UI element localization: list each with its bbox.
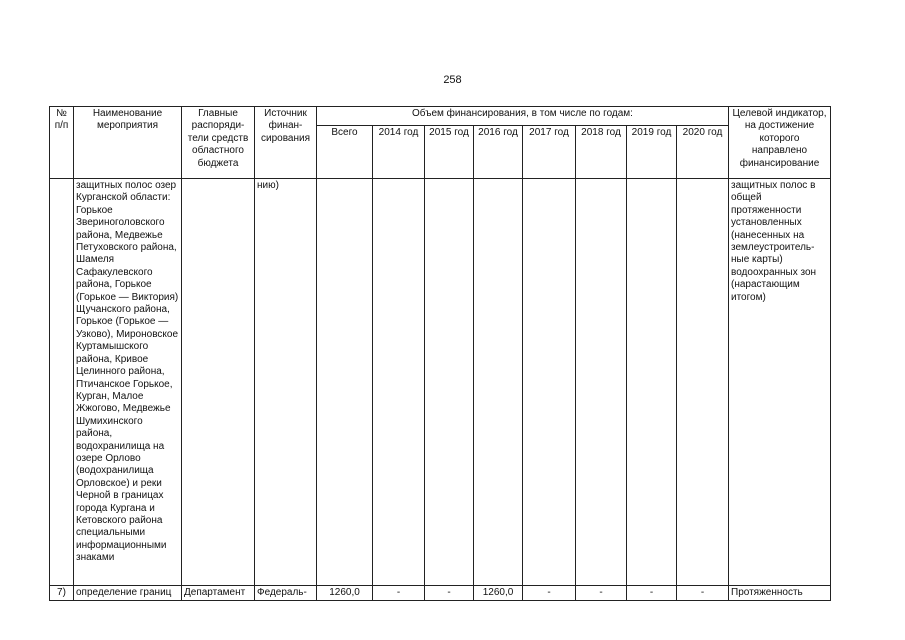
cell-year: - <box>523 586 576 601</box>
cell-year: - <box>627 586 677 601</box>
cell-year <box>425 179 474 586</box>
table-row <box>50 179 831 586</box>
cell-num <box>50 179 74 586</box>
header-year: 2020 год <box>677 126 729 179</box>
cell-year: - <box>373 586 425 601</box>
header-num: № п/п <box>50 107 74 179</box>
header-year: 2018 год <box>576 126 627 179</box>
header-source: Источник финан-сирования <box>255 107 317 179</box>
cell-year: 1260,0 <box>474 586 523 601</box>
cell-year <box>474 179 523 586</box>
header-name: Наименование мероприятия <box>74 107 182 179</box>
table-row <box>50 586 831 601</box>
cell-name: защитных полос озер Курганской области: Горькое Звериноголовского района, Медвежье Петуховского района, Шамеля Сафакулевского района, Горькое (Горькое — Виктория) Щучанского района, Горькое (Горькое — Узково), Мироновское Куртамышского района, Кривое Целинного района, Птичанское Горькое, Курган, Малое Жжогово, Медвежье Шумихинского района, водохранилища на озере Орлово (водохранилища Орловское) и реки Черной в границах города Кургана и Кетовского района специальными информационными знаками <box>74 179 182 586</box>
header-year: 2014 год <box>373 126 425 179</box>
cell-year <box>627 179 677 586</box>
cell-num: 7) <box>50 586 74 601</box>
header-funding-group: Объем финансирования, в том числе по годам: <box>317 107 729 126</box>
header-managers: Главные распоряди-тели средств областного бюджета <box>182 107 255 179</box>
cell-name: определение границ <box>74 586 182 601</box>
cell-total <box>317 179 373 586</box>
cell-source: Федераль- <box>255 586 317 601</box>
cell-year: - <box>576 586 627 601</box>
header-year: 2019 год <box>627 126 677 179</box>
cell-year <box>576 179 627 586</box>
header-year: 2015 год <box>425 126 474 179</box>
header-total: Всего <box>317 126 373 179</box>
cell-indicator: защитных полос в общей протяженности установленных (нанесенных на землеустроитель-ные карты) водоохранных зон (нарастающим итогом) <box>729 179 831 586</box>
header-year: 2016 год <box>474 126 523 179</box>
cell-year <box>523 179 576 586</box>
cell-indicator: Протяженность <box>729 586 831 601</box>
cell-year <box>677 179 729 586</box>
cell-source: нию) <box>255 179 317 586</box>
page-number: 258 <box>443 74 462 86</box>
cell-year <box>373 179 425 586</box>
cell-total: 1260,0 <box>317 586 373 601</box>
header-indicator: Целевой индикатор, на достижение которого направлено финансирование <box>729 107 831 179</box>
cell-year: - <box>677 586 729 601</box>
cell-managers <box>182 179 255 586</box>
header-year: 2017 год <box>523 126 576 179</box>
funding-table <box>49 106 831 601</box>
header-row-top <box>50 107 831 126</box>
cell-managers: Департамент <box>182 586 255 601</box>
cell-year: - <box>425 586 474 601</box>
